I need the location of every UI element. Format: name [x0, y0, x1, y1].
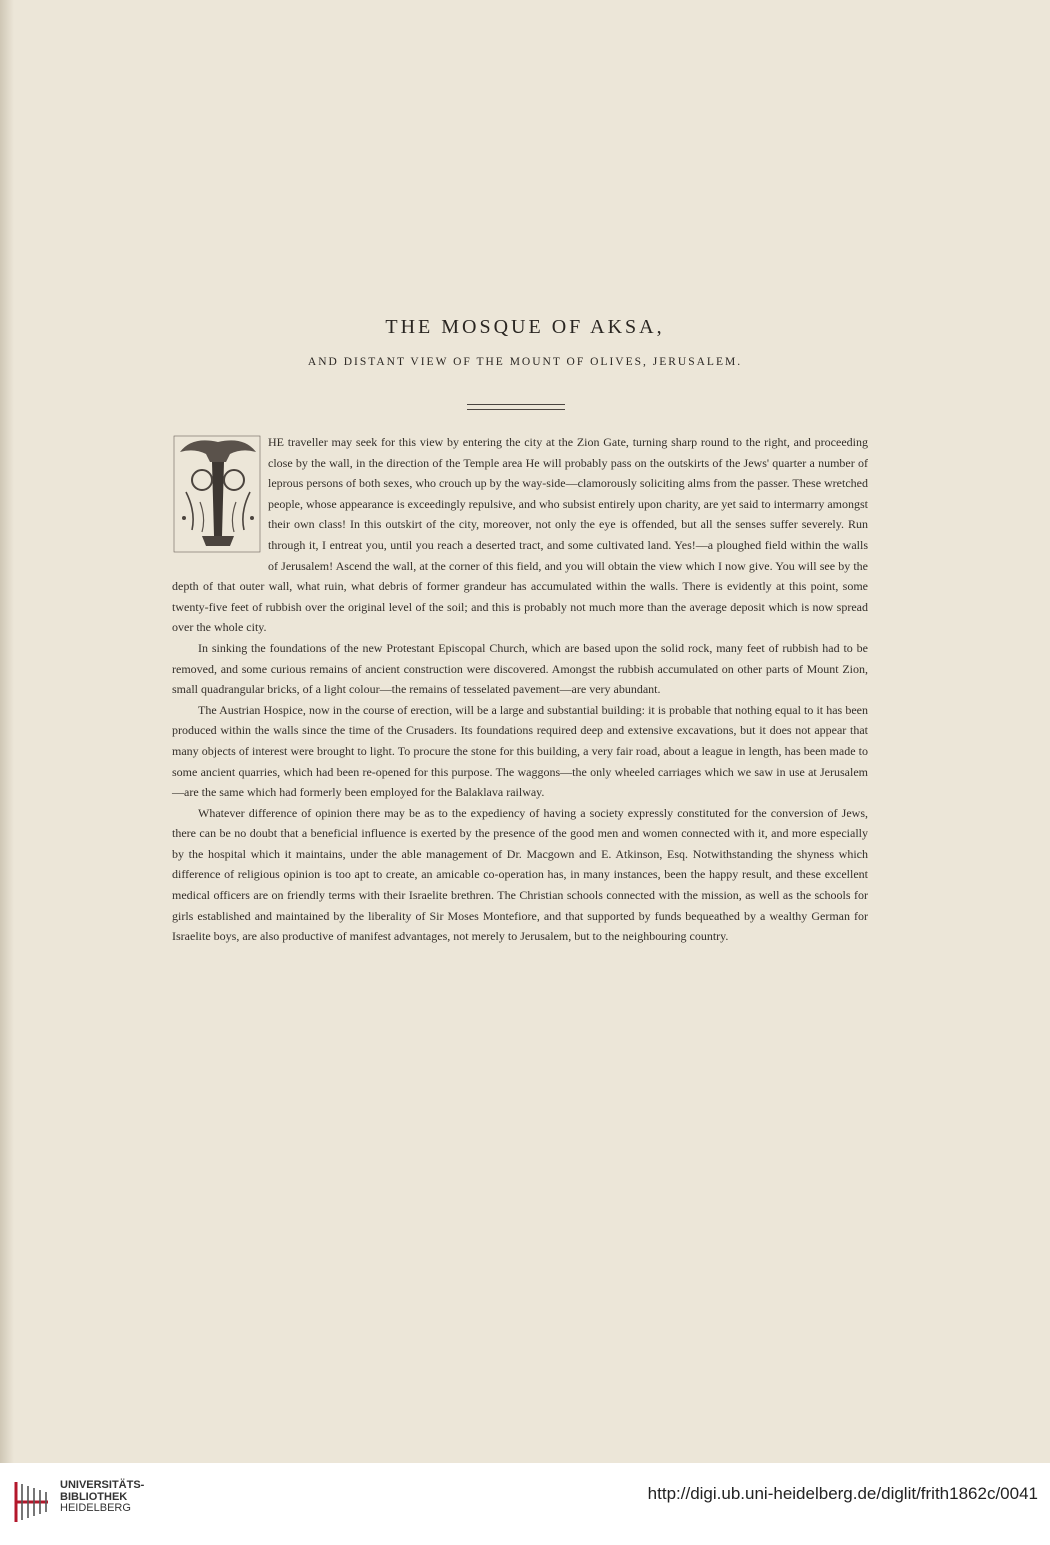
library-logo-icon	[12, 1478, 52, 1526]
ornamental-drop-cap-t	[172, 432, 264, 556]
paragraph: The Austrian Hospice, now in the course of erection, will be a large and substantial building: it is probable that nothing equal to it has been produced within the walls since the time of the Crusaders. Its foundations required deep and extensive excavations, but it does not appear that many objects of interest were brought to light. To procure the stone for this building, a very fair road, about a league in length, has been made to some ancient quarries, which had been re-opened for this purpose. The waggons—the only wheeled carriages which we saw in use at Jerusalem—are the same which had formerly been employed for the Balaklava railway.	[172, 702, 868, 800]
title-rule-divider	[467, 404, 565, 410]
page-gutter-shadow	[0, 0, 14, 1463]
paragraph: Whatever difference of opinion there may be as to the expediency of having a society expressly constituted for the conversion of Jews, there can be no doubt that a beneficial influence is exerted by the presence of the good men and women connected with it, and more especially by the hospital which it maintains, under the able management of Dr. Macgown and E. Atkinson, Esq. Notwithstanding the shyness which difference of religious opinion is too apt to create, an amicable co-operation has, in many instances, been the happy result, and these excellent medical officers are on friendly terms with their Israelite brethren. The Christian schools connected with the mission, as well as the schools for girls established and maintained by the liberality of Sir Moses Montefiore, and that supported by funds bequeathed by a wealthy German for Israelite boys, are also productive of manifest advantages, not merely to Jerusalem, but to the neighbouring country.	[172, 805, 868, 944]
library-name-line: HEIDELBERG	[60, 1502, 131, 1514]
digitization-footer	[0, 1463, 1050, 1545]
library-name-line: UNIVERSITÄTS-	[60, 1479, 145, 1491]
paragraph: HE traveller may seek for this view by entering the city at the Zion Gate, turning sharp round to the right, and proceeding close by the wall, in the direction of the Temple area He will probably pass on the outskirts of the Jews' quarter a number of leprous persons of both sexes, who crouch up by the way-side—clamorously soliciting alms from the passer. These wretched people, whose appearance is exceedingly repulsive, and who subsist entirely upon charity, are yet said to intermarry amongst their own class! In this outskirt of the city, moreover, not only the eye is offended, but all the senses suffer severely. Run through it, I entreat you, until you reach a deserted tract, and some cultivated land. Yes!—a ploughed field within the walls of Jerusalem! Ascend the wall, at the corner of this field, and you will obtain the view which I now give. You will see by the depth of that outer wall, what ruin, what debris of former grandeur has accumulated within the walls. There is evidently at this point, some twenty-five feet of rubbish over the original level of the soil; and this is probably not much more than the average deposit which is now spread over the whole city.	[172, 435, 868, 635]
library-name-line: BIBLIOTHEK	[60, 1490, 128, 1503]
library-name	[60, 1480, 144, 1515]
page-title: THE MOSQUE OF AKSA,	[385, 316, 665, 338]
ornament-icon	[172, 432, 264, 556]
article-body	[172, 432, 868, 947]
permalink-url[interactable]: http://digi.ub.uni-heidelberg.de/diglit/frith1862c/0041	[647, 1484, 1038, 1503]
page-subtitle: AND DISTANT VIEW OF THE MOUNT OF OLIVES, JERUSALEM.	[307, 356, 743, 368]
paragraph: In sinking the foundations of the new Protestant Episcopal Church, which are based upon the solid rock, many feet of rubbish had to be removed, and some curious remains of ancient construction were discovered. Amongst the rubbish accumulated on other parts of Mount Zion, small quadrangular bricks, of a light colour—the remains of tesselated pavement—are very abundant.	[172, 640, 868, 697]
